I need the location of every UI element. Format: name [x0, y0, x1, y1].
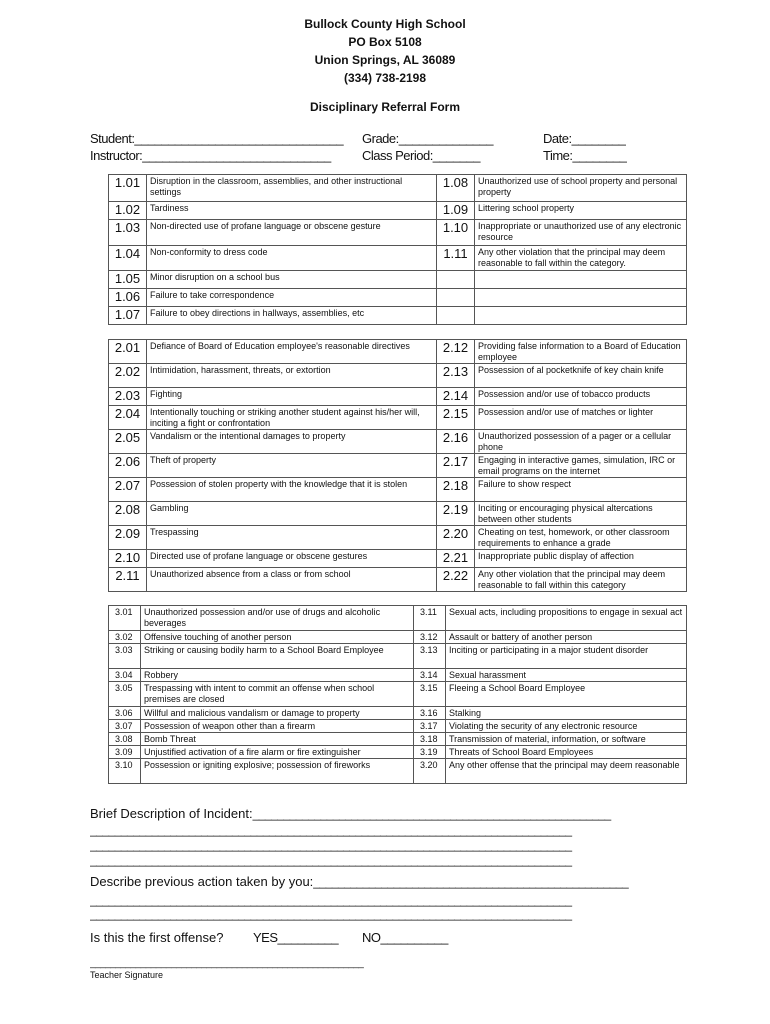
student-field[interactable]: Student:_______________________________: [90, 131, 344, 146]
offense-code[interactable]: 1.09: [437, 202, 475, 220]
offense-row: [109, 454, 687, 478]
offense-code[interactable]: 3.17: [414, 720, 446, 733]
offense-description: [475, 307, 687, 325]
first-offense-question: Is this the first offense?: [90, 930, 224, 945]
offense-description: Possession of al pocketknife of key chain knife: [475, 364, 687, 388]
offense-code[interactable]: [437, 307, 475, 325]
offense-code[interactable]: 2.15: [437, 406, 475, 430]
offense-description: [475, 271, 687, 289]
school-name: Bullock County High School: [304, 17, 466, 31]
city-line: Union Springs, AL 36089: [314, 53, 456, 67]
offense-code[interactable]: 1.11: [437, 246, 475, 271]
offense-row: [109, 246, 687, 271]
offense-code[interactable]: 1.07: [109, 307, 147, 325]
offense-code[interactable]: 2.05: [109, 430, 147, 454]
offense-row: [109, 550, 687, 568]
offense-code[interactable]: 2.04: [109, 406, 147, 430]
offense-code[interactable]: 3.14: [414, 669, 446, 682]
offense-row: [109, 720, 687, 733]
offense-code[interactable]: 1.06: [109, 289, 147, 307]
offense-description: Threats of School Board Employees: [446, 746, 687, 759]
offense-row: [109, 631, 687, 644]
phone-number: (334) 738-2198: [343, 71, 427, 85]
offense-code[interactable]: 1.05: [109, 271, 147, 289]
offense-row: [109, 307, 687, 325]
offense-description: Disruption in the classroom, assemblies, and other instructional settings: [147, 175, 437, 202]
time-field[interactable]: Time:________: [543, 148, 627, 163]
offense-row: [109, 364, 687, 388]
offense-description: Possession of stolen property with the knowledge that it is stolen: [147, 478, 437, 502]
incident-line[interactable]: ______________________________________________________________________________: [90, 853, 572, 867]
offense-row: [109, 733, 687, 746]
offense-row: [109, 606, 687, 631]
offense-code[interactable]: 2.01: [109, 340, 147, 364]
offense-description: Littering school property: [475, 202, 687, 220]
offense-row: [109, 175, 687, 202]
offense-description: Fleeing a School Board Employee: [446, 682, 687, 707]
offense-description: Possession or igniting explosive; possession of fireworks: [141, 759, 414, 784]
offense-row: [109, 271, 687, 289]
teacher-signature-label: Teacher Signature: [90, 970, 164, 980]
offense-row: [109, 289, 687, 307]
previous-action-extra-line[interactable]: ______________________________________________________________________________: [90, 893, 572, 907]
offense-code[interactable]: 3.01: [109, 606, 141, 631]
offense-code[interactable]: 2.06: [109, 454, 147, 478]
offense-code[interactable]: 2.22: [437, 568, 475, 592]
offense-code[interactable]: 1.04: [109, 246, 147, 271]
yes-field[interactable]: YES_________: [253, 930, 339, 945]
offense-code[interactable]: 2.03: [109, 388, 147, 406]
offense-row: [109, 644, 687, 669]
offense-description: Intimidation, harassment, threats, or extortion: [147, 364, 437, 388]
offense-code[interactable]: 2.20: [437, 526, 475, 550]
offense-code[interactable]: 3.16: [414, 707, 446, 720]
offense-row: [109, 759, 687, 784]
class-period-field[interactable]: Class Period:_______: [362, 148, 480, 163]
offense-description: Minor disruption on a school bus: [147, 271, 437, 289]
grade-field[interactable]: Grade:______________: [362, 131, 493, 146]
offense-code[interactable]: 3.08: [109, 733, 141, 746]
previous-action-line[interactable]: [90, 874, 680, 889]
offense-row: [109, 502, 687, 526]
offense-code[interactable]: 3.13: [414, 644, 446, 669]
offense-row: [109, 707, 687, 720]
offense-description: Any other violation that the principal may deem reasonable to fall within this category: [475, 568, 687, 592]
po-box: PO Box 5108: [348, 35, 422, 49]
offense-code[interactable]: 2.10: [109, 550, 147, 568]
offense-description: Unauthorized possession and/or use of drugs and alcoholic beverages: [141, 606, 414, 631]
offense-description: Failure to take correspondence: [147, 289, 437, 307]
offense-description: Non-conformity to dress code: [147, 246, 437, 271]
offense-row: [109, 202, 687, 220]
offense-code[interactable]: 3.20: [414, 759, 446, 784]
offense-code[interactable]: 2.11: [109, 568, 147, 592]
offense-code[interactable]: 1.10: [437, 220, 475, 246]
date-field[interactable]: Date:________: [543, 131, 626, 146]
offense-code[interactable]: 1.08: [437, 175, 475, 202]
instructor-field[interactable]: Instructor:____________________________: [90, 148, 331, 163]
offense-description: Providing false information to a Board of Education employee: [475, 340, 687, 364]
offense-code[interactable]: 3.15: [414, 682, 446, 707]
offense-description: Theft of property: [147, 454, 437, 478]
offense-code[interactable]: 3.09: [109, 746, 141, 759]
offense-code[interactable]: 3.12: [414, 631, 446, 644]
offense-description: Cheating on test, homework, or other classroom requirements to enhance a grade: [475, 526, 687, 550]
offense-description: Sexual acts, including propositions to engage in sexual act: [446, 606, 687, 631]
offense-code[interactable]: 3.10: [109, 759, 141, 784]
class-3-offense-table: [108, 605, 687, 784]
offense-code[interactable]: 2.09: [109, 526, 147, 550]
offense-description: Robbery: [141, 669, 414, 682]
offense-row: [109, 682, 687, 707]
offense-description: Unauthorized possession of a pager or a cellular phone: [475, 430, 687, 454]
offense-row: [109, 669, 687, 682]
offense-description: Possession and/or use of tobacco products: [475, 388, 687, 406]
offense-description: Assault or battery of another person: [446, 631, 687, 644]
offense-code[interactable]: 2.18: [437, 478, 475, 502]
offense-row: [109, 220, 687, 246]
offense-description: Inappropriate or unauthorized use of any electronic resource: [475, 220, 687, 246]
offense-row: [109, 526, 687, 550]
class-2-offense-table: [108, 339, 687, 592]
offense-description: Failure to show respect: [475, 478, 687, 502]
offense-code[interactable]: 2.19: [437, 502, 475, 526]
offense-description: Offensive touching of another person: [141, 631, 414, 644]
offense-code[interactable]: 2.07: [109, 478, 147, 502]
offense-description: Any other offense that the principal may deem reasonable: [446, 759, 687, 784]
incident-description-label: Brief Description of Incident:: [90, 806, 253, 821]
offense-description: Unjustified activation of a fire alarm or fire extinguisher: [141, 746, 414, 759]
incident-description-line[interactable]: [90, 806, 680, 821]
offense-description: Inciting or participating in a major student disorder: [446, 644, 687, 669]
offense-code[interactable]: 2.13: [437, 364, 475, 388]
offense-code[interactable]: 2.16: [437, 430, 475, 454]
offense-row: [109, 388, 687, 406]
incident-line[interactable]: ______________________________________________________________________________: [90, 823, 572, 837]
offense-code[interactable]: [437, 271, 475, 289]
previous-action-first-line: ___________________________________________________: [313, 875, 629, 889]
offense-code[interactable]: 1.03: [109, 220, 147, 246]
offense-description: Striking or causing bodily harm to a School Board Employee: [141, 644, 414, 669]
offense-description: Gambling: [147, 502, 437, 526]
offense-code[interactable]: 2.14: [437, 388, 475, 406]
offense-row: [109, 746, 687, 759]
offense-description: Willful and malicious vandalism or damage to property: [141, 707, 414, 720]
offense-code[interactable]: 2.17: [437, 454, 475, 478]
offense-description: Failure to obey directions in hallways, assemblies, etc: [147, 307, 437, 325]
teacher-signature-line[interactable]: ______________________________________________________: [90, 958, 364, 969]
offense-code[interactable]: 1.02: [109, 202, 147, 220]
offense-code[interactable]: 2.21: [437, 550, 475, 568]
offense-code[interactable]: 3.07: [109, 720, 141, 733]
offense-code[interactable]: 1.01: [109, 175, 147, 202]
offense-description: Stalking: [446, 707, 687, 720]
offense-description: Any other violation that the principal may deem reasonable to fall within the category.: [475, 246, 687, 271]
offense-description: Fighting: [147, 388, 437, 406]
offense-code[interactable]: 2.08: [109, 502, 147, 526]
offense-code[interactable]: 3.18: [414, 733, 446, 746]
offense-description: Non-directed use of profane language or obscene gesture: [147, 220, 437, 246]
offense-description: Trespassing with intent to commit an offense when school premises are closed: [141, 682, 414, 707]
offense-description: Intentionally touching or striking another student against his/her will, inciting a fight or confrontation: [147, 406, 437, 430]
offense-description: Transmission of material, information, or software: [446, 733, 687, 746]
offense-description: Inappropriate public display of affection: [475, 550, 687, 568]
previous-action-label: Describe previous action taken by you:: [90, 874, 314, 889]
offense-code[interactable]: 3.04: [109, 669, 141, 682]
offense-description: Possession of weapon other than a firearm: [141, 720, 414, 733]
offense-row: [109, 478, 687, 502]
offense-description: Unauthorized use of school property and personal property: [475, 175, 687, 202]
incident-first-line: __________________________________________________________: [252, 807, 611, 821]
offense-description: Possession and/or use of matches or lighter: [475, 406, 687, 430]
incident-line[interactable]: ______________________________________________________________________________: [90, 838, 572, 852]
offense-code[interactable]: 3.11: [414, 606, 446, 631]
no-field[interactable]: NO__________: [362, 930, 448, 945]
offense-description: [475, 289, 687, 307]
offense-code[interactable]: 2.12: [437, 340, 475, 364]
offense-description: Unauthorized absence from a class or from school: [147, 568, 437, 592]
offense-code[interactable]: [437, 289, 475, 307]
offense-description: Inciting or encouraging physical altercations between other students: [475, 502, 687, 526]
offense-code[interactable]: 2.02: [109, 364, 147, 388]
offense-description: Vandalism or the intentional damages to property: [147, 430, 437, 454]
offense-row: [109, 340, 687, 364]
offense-row: [109, 430, 687, 454]
offense-description: Defiance of Board of Education employee's reasonable directives: [147, 340, 437, 364]
previous-action-extra-line[interactable]: ______________________________________________________________________________: [90, 907, 572, 921]
offense-row: [109, 406, 687, 430]
offense-code[interactable]: 3.05: [109, 682, 141, 707]
offense-description: Sexual harassment: [446, 669, 687, 682]
offense-code[interactable]: 3.19: [414, 746, 446, 759]
offense-code[interactable]: 3.02: [109, 631, 141, 644]
offense-row: [109, 568, 687, 592]
form-title: Disciplinary Referral Form: [309, 100, 461, 114]
offense-code[interactable]: 3.06: [109, 707, 141, 720]
offense-description: Trespassing: [147, 526, 437, 550]
offense-description: Bomb Threat: [141, 733, 414, 746]
class-1-offense-table: [108, 174, 687, 325]
offense-description: Directed use of profane language or obscene gestures: [147, 550, 437, 568]
offense-code[interactable]: 3.03: [109, 644, 141, 669]
offense-description: Violating the security of any electronic resource: [446, 720, 687, 733]
offense-description: Tardiness: [147, 202, 437, 220]
offense-description: Engaging in interactive games, simulation, IRC or email programs on the internet: [475, 454, 687, 478]
